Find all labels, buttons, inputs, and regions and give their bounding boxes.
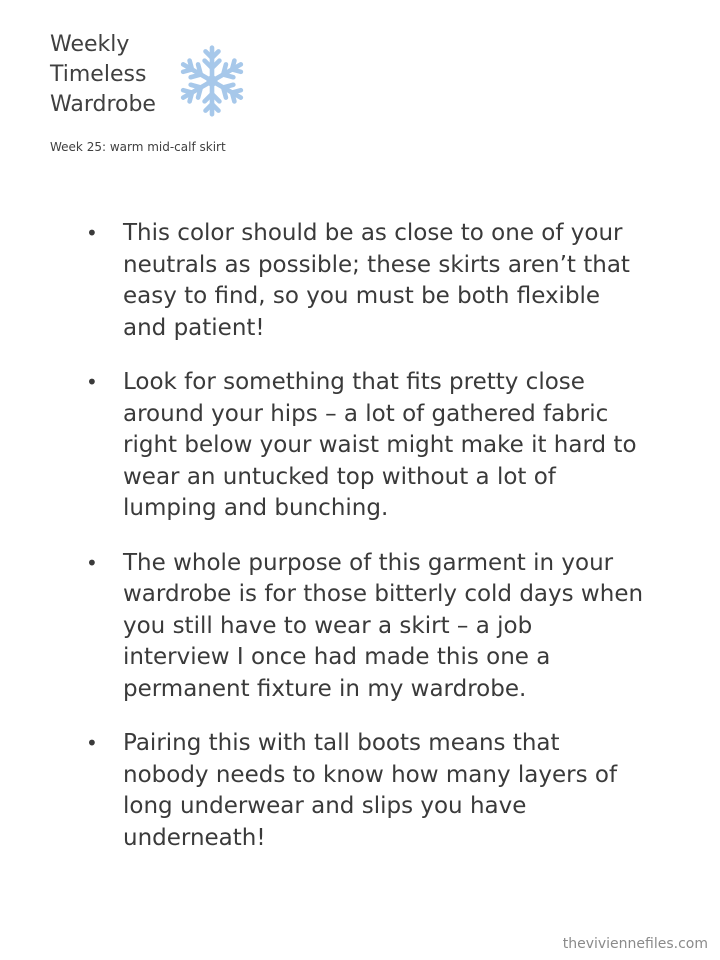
watermark: theviviennefiles.com — [562, 936, 708, 952]
bullet-dot: • — [86, 221, 98, 245]
title-line-3: Wardrobe — [50, 92, 156, 117]
bullet-dot: • — [86, 550, 98, 575]
bullet-text: The whole purpose of this garment in your wardrobe is for those bitterly cold days when you still have to wear a skirt – a job interview I once had made this one a permanent fixture in my wardrobe. — [123, 549, 644, 702]
page-title — [50, 30, 190, 120]
bullet-list — [86, 218, 646, 877]
bullet-dot: • — [86, 731, 98, 755]
bullet-text: This color should be as close to one of your neutrals as possible; these skirts aren’t that easy to find, so you must be both flexible and patient! — [123, 220, 630, 341]
title-line-1: Weekly — [50, 32, 130, 57]
title-line-2: Timeless — [50, 62, 147, 87]
list-item — [86, 728, 646, 854]
snowflake-icon — [175, 42, 249, 120]
bullet-text: Look for something that fits pretty close around your hips – a lot of gathered fabric right below your waist might make it hard to wear an untucked top without a lot of lumping and bunching. — [123, 369, 637, 521]
bullet-text: Pairing this with tall boots means that nobody needs to know how many layers of long underwear and slips you have underneath! — [123, 730, 618, 851]
bullet-dot: • — [86, 370, 98, 394]
list-item — [86, 548, 646, 706]
list-item — [86, 218, 646, 344]
week-subtitle: Week 25: warm mid-calf skirt — [50, 140, 226, 154]
list-item — [86, 367, 646, 525]
